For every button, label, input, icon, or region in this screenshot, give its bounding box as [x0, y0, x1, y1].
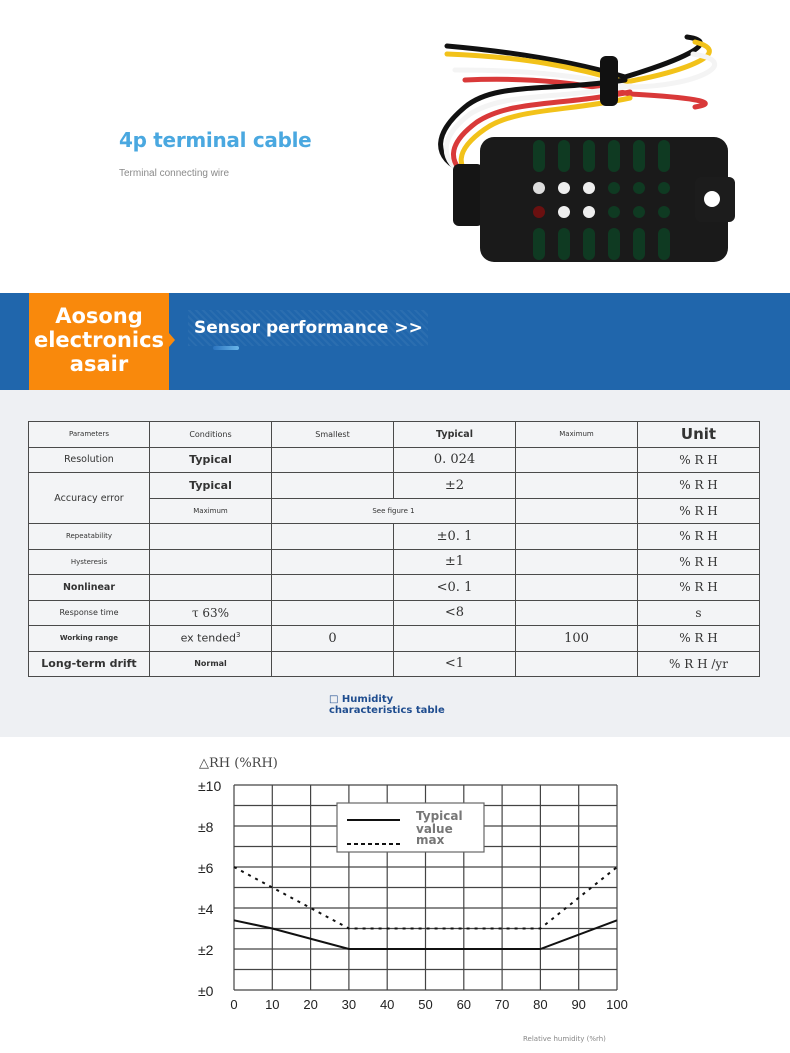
cell-typ: <8	[394, 600, 516, 626]
y-tick-label: ±2	[198, 942, 214, 958]
cell-unit: % R H	[638, 575, 760, 601]
cell-cond: Typical	[150, 447, 272, 473]
cell-param: Hysteresis	[29, 549, 150, 575]
x-tick-label: 50	[418, 997, 433, 1012]
cell-param: Long-term drift	[29, 651, 150, 677]
cell-param: Repeatability	[29, 524, 150, 550]
cell-typ: <1	[394, 651, 516, 677]
cell-typ: 0. 024	[394, 447, 516, 473]
x-tick-label: 40	[379, 997, 395, 1012]
brand-line-2: electronics	[33, 328, 165, 352]
x-tick-label: 30	[341, 997, 357, 1012]
section-title: Sensor performance >>	[188, 310, 428, 346]
brand-line-3: asair	[69, 352, 129, 376]
legend-label-typical: Typical	[416, 809, 463, 823]
header-typical: Typical	[394, 422, 516, 448]
cell-cond-text: ex tended	[180, 632, 236, 646]
x-tick-label: 80	[533, 997, 548, 1012]
cell-unit: % R H	[638, 473, 760, 499]
cell-typ: <0. 1	[394, 575, 516, 601]
brand-line-1: Aosong	[55, 304, 143, 328]
cell-cond: Normal	[150, 651, 272, 677]
cell-unit: % R H	[638, 447, 760, 473]
header-smallest: Smallest	[272, 422, 394, 448]
header-unit: Unit	[638, 422, 760, 448]
cell-unit: % R H	[638, 498, 760, 524]
cell-unit: s	[638, 600, 760, 626]
cell-param: Accuracy error	[29, 473, 150, 524]
chart-x-axis-title: Relative humidity (%rh)	[523, 1035, 606, 1043]
x-tick-label: 20	[303, 997, 318, 1012]
cell-min: 0	[272, 626, 394, 652]
chart-y-axis-title: △RH (%RH)	[199, 756, 278, 771]
cell-cond: τ 63%	[150, 600, 272, 626]
caption-line-2: characteristics table	[329, 705, 445, 716]
x-tick-label: 60	[456, 997, 472, 1012]
cell-typ: ±1	[394, 549, 516, 575]
cell-unit: % R H	[638, 549, 760, 575]
x-tick-label: 90	[571, 997, 586, 1012]
cell-param: Nonlinear	[29, 575, 150, 601]
y-tick-label: ±4	[198, 901, 214, 917]
cell-cond: Typical	[150, 473, 272, 499]
y-tick-label: ±0	[198, 983, 214, 999]
cell-see-figure: See figure 1	[272, 498, 516, 524]
x-tick-label: 70	[494, 997, 510, 1012]
y-tick-label: ±8	[198, 819, 214, 835]
header-parameters: Parameters	[29, 422, 150, 448]
caption-line-1: □ Humidity	[329, 694, 394, 705]
cell-typ: ±2	[394, 473, 516, 499]
product-title: 4p terminal cable	[119, 128, 312, 152]
product-subtitle: Terminal connecting wire	[119, 168, 230, 179]
cell-unit: % R H	[638, 626, 760, 652]
x-tick-label: 100	[606, 997, 628, 1012]
x-tick-label: 10	[265, 997, 280, 1012]
cell-typ: ±0. 1	[394, 524, 516, 550]
header-maximum: Maximum	[516, 422, 638, 448]
footnote-marker: 3	[235, 631, 241, 640]
cell-unit: % R H	[638, 524, 760, 550]
legend-label-max: max	[416, 833, 445, 847]
x-tick-label: 0	[230, 997, 238, 1012]
cell-max: 100	[516, 626, 638, 652]
cell-unit: % R H /yr	[638, 651, 760, 677]
cell-cond: Maximum	[150, 498, 272, 524]
y-tick-label: ±10	[198, 778, 222, 794]
legend-label-value: value	[416, 822, 453, 836]
cell-param: Working range	[29, 626, 150, 652]
cell-param: Resolution	[29, 447, 150, 473]
cell-param: Response time	[29, 600, 150, 626]
header-conditions: Conditions	[150, 422, 272, 448]
y-tick-label: ±6	[198, 860, 214, 876]
